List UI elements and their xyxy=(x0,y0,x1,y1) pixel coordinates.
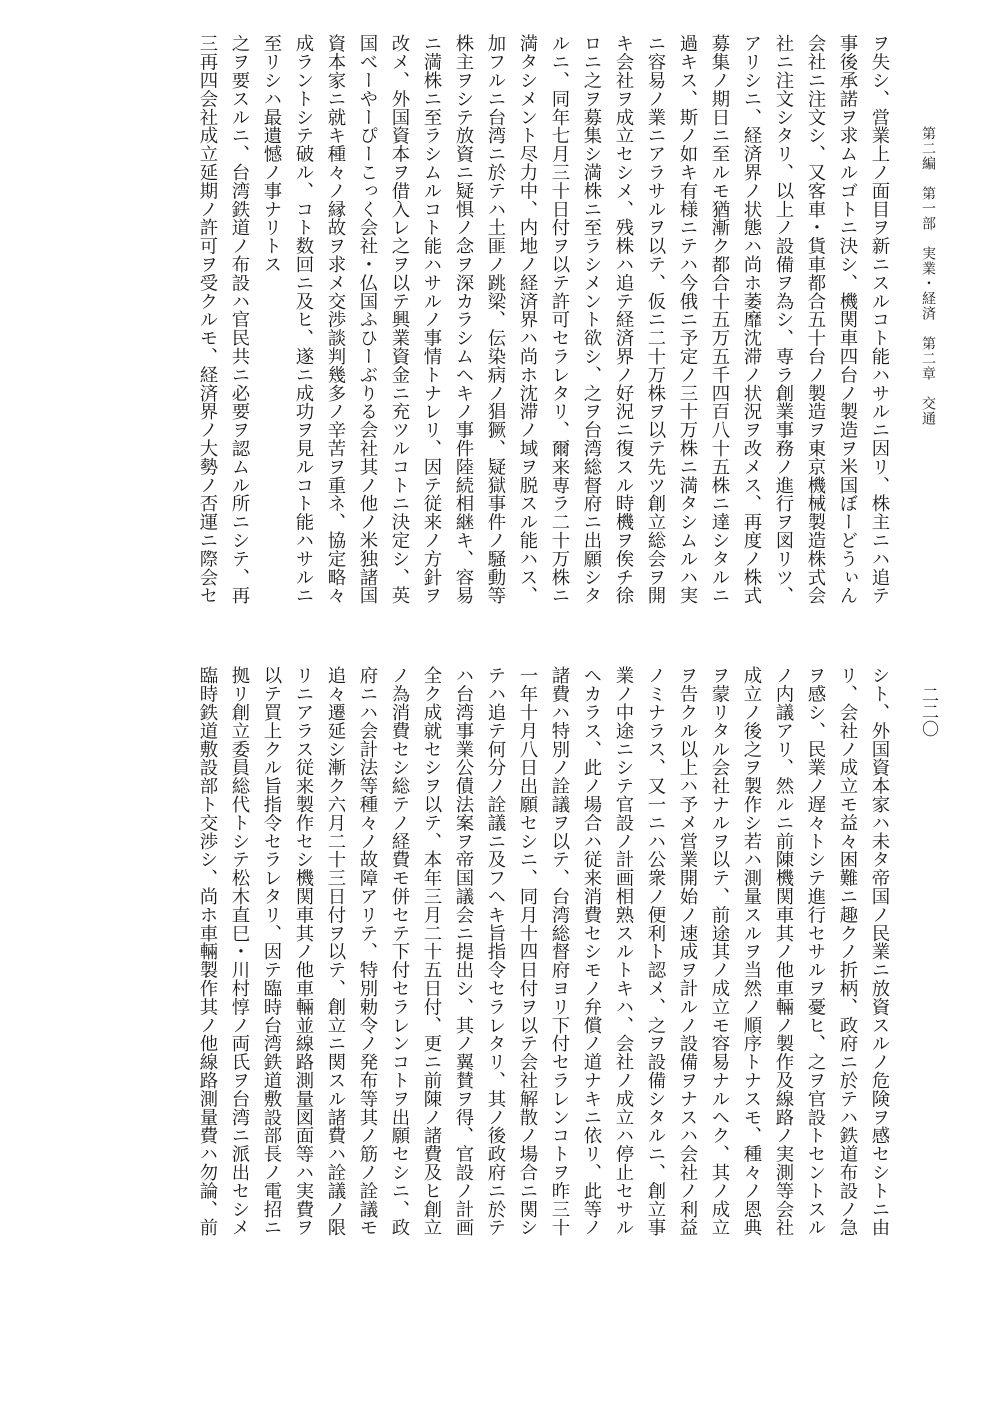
text-line: キ会社ヲ成立セシメ、残株ハ追テ経済界ノ好況ニ復スル時機ヲ俟チ徐 xyxy=(613,34,634,605)
text-line: リ、会社ノ成立モ益々困難ニ趣クノ折柄、政府ニ於テハ鉄道布設ノ急 xyxy=(837,666,858,1237)
text-line: シト、外国資本家ハ未タ帝国ノ民業ニ放資スルノ危険ヲ感セシトニ由 xyxy=(869,666,890,1237)
text-line: 満タシメント尽力中、内地ノ経済界ハ尚ホ沈滞ノ域ヲ脱スル能ハス、 xyxy=(517,34,538,605)
text-line: リニアラス従来製作セシ機関車其ノ他車輛並線路測量図面等ハ実費ヲ xyxy=(293,666,314,1237)
upper-text-block xyxy=(80,34,895,654)
text-line: ノミナラス、又一ニハ公衆ノ便利ト認メ、之ヲ設備シタルニ、創立事 xyxy=(645,666,666,1237)
text-line: 改メ、外国資本ヲ借入レ之ヲ以テ興業資金ニ充ツルコトニ決定シ、英 xyxy=(389,34,410,605)
text-line: 以テ買上クル旨指令セラレタリ、因テ臨時台湾鉄道敷設部長ノ電招ニ xyxy=(261,666,282,1237)
lower-text-block xyxy=(80,666,895,1237)
text-line: ノ内議アリ、然ルニ前陳機関車其ノ他車輛ノ製作及線路ノ実測等会社 xyxy=(773,666,794,1237)
text-line: 拠リ創立委員総代トシテ松木直巳・川村惇ノ両氏ヲ台湾ニ派出セシメ xyxy=(229,666,250,1237)
text-line: アリシニ、経済界ノ状態ハ尚ホ萎靡沈滞ノ状況ヲ改メス、再度ノ株式 xyxy=(741,34,762,605)
text-line: 会社ニ注文シ、又客車・貨車都合五十台ノ製造ヲ東京機械製造株式会 xyxy=(805,34,826,605)
text-line: 加フルニ台湾ニ於テハ土匪ノ跳梁、伝染病ノ猖獗、疑獄事件ノ騒動等 xyxy=(485,34,506,605)
text-line: 諸費ハ特別ノ詮議ヲ以テ、台湾総督府ヨリ下付セラレンコトヲ昨三十 xyxy=(549,666,570,1237)
text-line: ヲ失シ、営業上ノ面目ヲ新ニスルコト能ハサルニ因リ、株主ニハ追テ xyxy=(869,34,890,605)
text-line: ニ容易ノ業ニアラサルヲ以テ、仮ニ二十万株ヲ以テ先ツ創立総会ヲ開 xyxy=(645,34,666,605)
text-line: 過キス、斯ノ如キ有様ニテハ今俄ニ予定ノ三十万株ニ満タシムルハ実 xyxy=(677,34,698,605)
text-line: 三再四会社成立延期ノ許可ヲ受クルモ、経済界ノ大勢ノ否運ニ際会セ xyxy=(197,34,218,605)
text-line: ヲ感シ、民業ノ遅々トシテ進行セサルヲ憂ヒ、之ヲ官設トセントスル xyxy=(805,666,826,1237)
text-line: ノ為消費セシ総テノ経費モ併セテ下付セラレンコトヲ出願セシニ、政 xyxy=(389,666,410,1237)
text-line: ヲ告クル以上ハ予メ営業開始ノ速成ヲ計ルノ設備ヲナスハ会社ノ利益 xyxy=(677,666,698,1237)
text-line: ヘカラス、此ノ場合ハ従来消費セシモノ弁償ノ道ナキニ依リ、此等ノ xyxy=(581,666,602,1237)
text-line: 社ニ注文シタリ、以上ノ設備ヲ為シ、専ラ創業事務ノ進行ヲ図リツ、 xyxy=(773,34,794,605)
text-line: 成立ノ後之ヲ製作シ若ハ測量スルヲ当然ノ順序トナスモ、種々ノ恩典 xyxy=(741,666,762,1237)
text-line: ルニ、同年七月三十日付ヲ以テ許可セラレタリ、爾来専ラ二十万株ニ xyxy=(549,34,570,605)
text-line: ハ台湾事業公債法案ヲ帝国議会ニ提出シ、其ノ翼賛ヲ得、官設ノ計画 xyxy=(453,666,474,1237)
text-line: 一年十月八日出願セシニ、同月十四日付ヲ以テ会社解散ノ場合ニ関シ xyxy=(517,666,538,1237)
text-line: 成ラントシテ破ル、コト数回ニ及ヒ、遂ニ成功ヲ見ルコト能ハサルニ xyxy=(293,34,314,605)
running-head: 第二編 第一部 実業・経済 第二章 交通 xyxy=(920,126,936,426)
text-line: 資本家ニ就キ種々ノ縁故ヲ求メ交渉談判幾多ノ辛苦ヲ重ネ、協定略々 xyxy=(325,34,346,605)
text-line: 業ノ中途ニシテ官設ノ計画相熟スルトキハ、会社ノ成立ハ停止セサル xyxy=(613,666,634,1237)
text-line: 株主ヲシテ放資ニ疑惧ノ念ヲ深カラシムヘキノ事件陸続相継キ、容易 xyxy=(453,34,474,605)
text-line: 事後承諾ヲ求ムルゴトニ決シ、機関車四台ノ製造ヲ米国ぼーどうぃん xyxy=(837,34,858,605)
text-line: 追々遷延シ漸ク六月二十三日付ヲ以テ、創立ニ関スル諸費ハ詮議ノ限 xyxy=(325,666,346,1237)
text-line: 府ニハ会計法等種々ノ故障アリテ、特別勅令ノ発布等其ノ筋ノ詮議モ xyxy=(357,666,378,1237)
text-line: 募集ノ期日ニ至ルモ猶漸ク都合十五万五千四百八十五株ニ達シタルニ xyxy=(709,34,730,605)
text-line: ニ満株ニ至ラシムルコト能ハサルノ事情トナレリ、因テ従来ノ方針ヲ xyxy=(421,34,442,605)
text-line: ヲ蒙リタル会社ナルヲ以テ、前途其ノ成立モ容易ナルヘク、其ノ成立 xyxy=(709,666,730,1237)
text-line: 臨時鉄道敷設部ト交渉シ、尚ホ車輛製作其ノ他線路測量費ハ勿論、前 xyxy=(197,666,218,1237)
text-line: 之ヲ要スルニ、台湾鉄道ノ布設ハ官民共ニ必要ヲ認ムル所ニシテ、再 xyxy=(229,34,250,605)
text-line: テハ追テ何分ノ詮議ニ及フヘキ旨指令セラレタリ、其ノ後政府ニ於テ xyxy=(485,666,506,1237)
text-line: 国べーやーぴーこっく会社・仏国ふひーぶりる会社其ノ他ノ米独諸国 xyxy=(357,34,378,605)
text-line: ロニ之ヲ募集シ満株ニ至ラシメント欲シ、之ヲ台湾総督府ニ出願シタ xyxy=(581,34,602,605)
page-number: 二二〇 xyxy=(918,686,938,737)
text-line: 全ク成就セシヲ以テ、本年三月二十五日付、更ニ前陳ノ諸費及ヒ創立 xyxy=(421,666,442,1237)
text-line: 至リシハ最遺憾ノ事ナリトス xyxy=(261,34,282,274)
